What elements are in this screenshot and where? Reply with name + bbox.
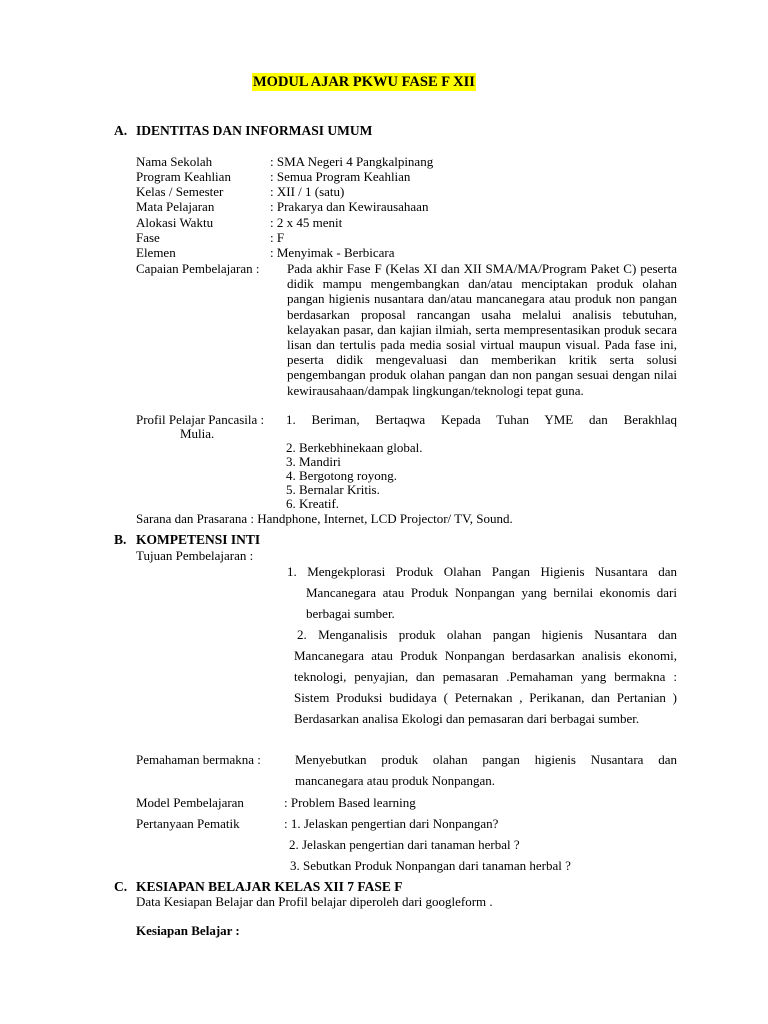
section-a-letter: A. bbox=[114, 123, 128, 138]
identity-label: Alokasi Waktu bbox=[136, 215, 214, 230]
model-label: Model Pembelajaran bbox=[136, 795, 244, 810]
section-b-letter: B. bbox=[114, 532, 127, 547]
kesiapan-heading: Kesiapan Belajar : bbox=[136, 923, 240, 938]
capaian-text: Pada akhir Fase F (Kelas XI dan XII SMA/MA/Program Paket C) peserta didik mampu mengembangkan dan/atau menciptakan produk olahan pangan higienis nusantara dan/atau mancanegara atau produk non pangan berdasarkan proposal rancangan usaha melalui analisis tebutuhan, kelayakan pasar, dan kajian ilmiah, serta mempresentasikan produk secara lisan dan tertulis pada media sosial virtual maupun visual. Pada fase ini, peserta didik mengevaluasi dan memberikan kritik serta solusi pengembangan produk olahan pangan dan non pangan sesuai dengan nilai kewirausahaan/dampak lingkungan/teknologi tepat guna. bbox=[287, 261, 677, 398]
tujuan-item-1 bbox=[287, 561, 677, 624]
tujuan-label: Tujuan Pembelajaran : bbox=[136, 548, 254, 563]
capaian-label: Capaian Pembelajaran : bbox=[136, 261, 260, 276]
tujuan-item-1-text: 1. Mengekplorasi Produk Olahan Pangan Higienis Nusantara dan Mancanegara atau Produk Nonpangan yang bernilai ekonomis dari berbagai sumber. bbox=[287, 564, 677, 621]
pemahaman-text: Menyebutkan produk olahan pangan higienis Nusantara dan mancanegara atau produk Nonpangan. bbox=[295, 752, 677, 788]
identity-value: : 2 x 45 menit bbox=[270, 215, 343, 230]
identity-value: : F bbox=[270, 230, 285, 245]
identity-value: : XII / 1 (satu) bbox=[270, 184, 345, 199]
section-c-letter: C. bbox=[114, 879, 128, 894]
pertanyaan-item: 3. Sebutkan Produk Nonpangan dari tanaman herbal ? bbox=[290, 858, 571, 873]
identity-label: Program Keahlian bbox=[136, 169, 231, 184]
section-b-title: KOMPETENSI INTI bbox=[136, 532, 261, 547]
section-c-heading bbox=[114, 879, 403, 895]
sarana-line: Sarana dan Prasarana : Handphone, Internet, LCD Projector/ TV, Sound. bbox=[136, 511, 513, 526]
profil-item: 2. Berkebhinekaan global. bbox=[286, 440, 423, 455]
identity-value: : Prakarya dan Kewirausahaan bbox=[270, 199, 429, 214]
model-value: : Problem Based learning bbox=[284, 795, 416, 810]
pemahaman-label: Pemahaman bermakna : bbox=[136, 752, 261, 767]
section-b-heading bbox=[114, 532, 260, 548]
identity-label: Nama Sekolah bbox=[136, 154, 213, 169]
profil-item-1: 1. Beriman, Bertaqwa Kepada Tuhan YME dan Berakhlaq bbox=[286, 412, 677, 427]
page-title: MODUL AJAR PKWU FASE F XII bbox=[253, 74, 475, 90]
section-a-title: IDENTITAS DAN INFORMASI UMUM bbox=[136, 123, 373, 138]
section-a-heading bbox=[114, 123, 372, 139]
identity-label: Kelas / Semester bbox=[136, 184, 224, 199]
identity-value: : Menyimak - Berbicara bbox=[270, 245, 395, 260]
profil-label: Profil Pelajar Pancasila : bbox=[136, 412, 265, 427]
profil-item: 3. Mandiri bbox=[286, 454, 341, 469]
identity-label: Mata Pelajaran bbox=[136, 199, 215, 214]
identity-value: : SMA Negeri 4 Pangkalpinang bbox=[270, 154, 434, 169]
tujuan-item-2 bbox=[294, 624, 677, 729]
identity-label: Fase bbox=[136, 230, 160, 245]
pertanyaan-item: : 1. Jelaskan pengertian dari Nonpangan? bbox=[284, 816, 499, 831]
section-c-title: KESIAPAN BELAJAR KELAS XII 7 FASE F bbox=[136, 879, 403, 894]
pertanyaan-label: Pertanyaan Pematik bbox=[136, 816, 240, 831]
profil-item: 5. Bernalar Kritis. bbox=[286, 482, 380, 497]
tujuan-item-2-text: 2. Menganalisis produk olahan pangan higienis Nusantara dan Mancanegara atau Produk Nonpangan berdasarkan analisis ekonomi, teknologi, penyajian, dan pemasaran .Pemahaman yang bermakna : Sistem Produksi budidaya ( Peternakan , Perikanan, dan Pertanian ) Berdasarkan analisa Ekologi dan pemasaran dari berbagai sumber. bbox=[294, 627, 677, 726]
identity-value: : Semua Program Keahlian bbox=[270, 169, 411, 184]
profil-item: 6. Kreatif. bbox=[286, 496, 340, 511]
identity-label: Elemen bbox=[136, 245, 176, 260]
pertanyaan-item: 2. Jelaskan pengertian dari tanaman herbal ? bbox=[289, 837, 520, 852]
profil-item-1-cont: Mulia. bbox=[180, 426, 215, 441]
profil-item: 4. Bergotong royong. bbox=[286, 468, 397, 483]
section-c-text: Data Kesiapan Belajar dan Profil belajar diperoleh dari googleform . bbox=[136, 894, 493, 909]
